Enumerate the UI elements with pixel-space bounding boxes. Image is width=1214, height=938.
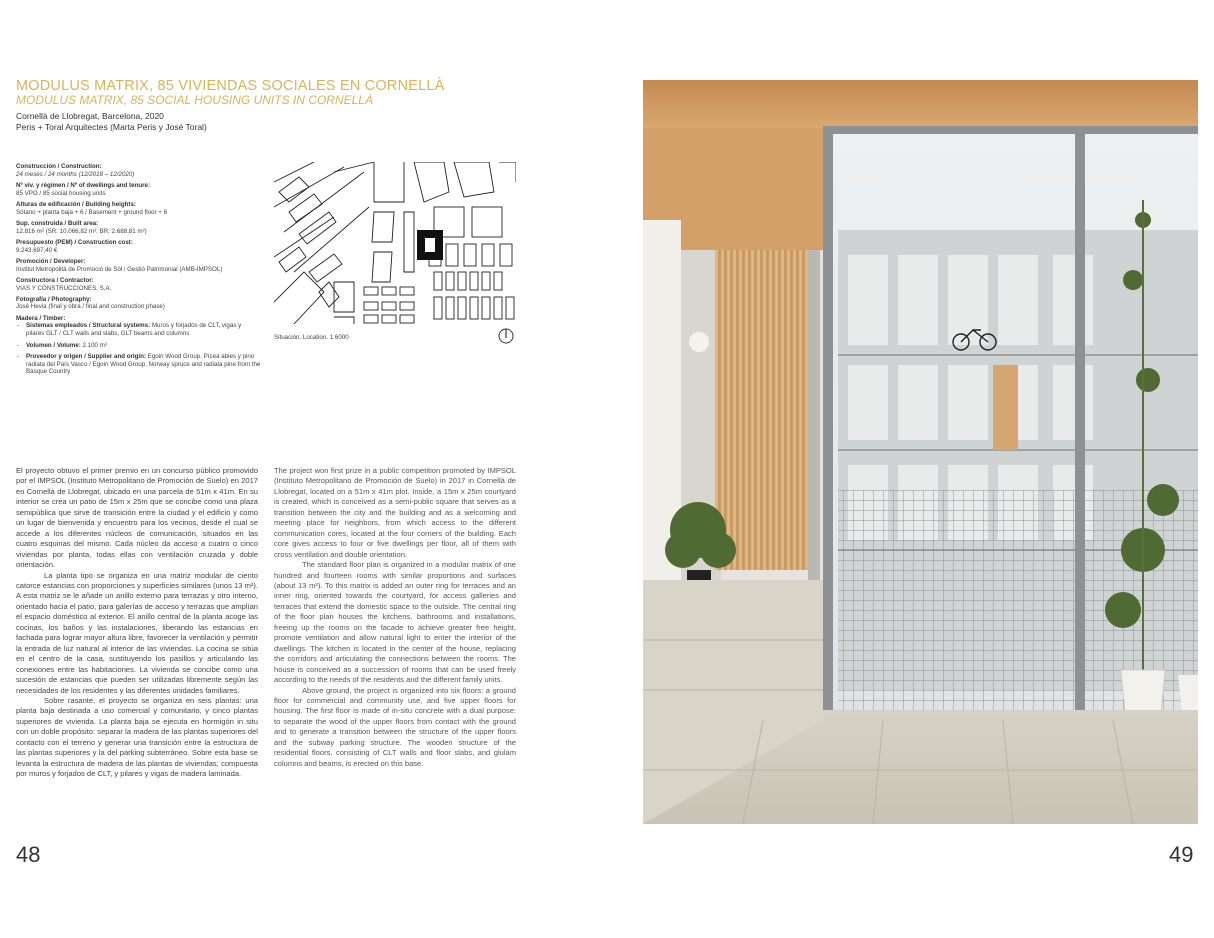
fact-value: 12.816 m² (SR: 10.066,82 m²; BR: 2.688,81 m²) xyxy=(16,227,147,235)
timber-item-label: Proveedor y origen / Supplier and origin: xyxy=(26,353,146,361)
fact-label: Constructora / Contractor: xyxy=(16,276,94,284)
paragraph: El proyecto obtuvo el primer premio en un concurso público promovido por el IMPSOL (Instituto Metropolitano de Promoción de Suelo) en 2017 en Cornellà de Llobregat, ubicado en una parcela de 51m x 41m. En su interior se crea un patio de 15m x 25m que se concibe como una plaza semipública que sirve de transición entre la ciudad y el edificio y como un lugar de bienvenida y encuentro para los vecinos, desde el cual se accede a los diferentes núcleos de comunicación, situados en las cuatro esquinas del mismo. Cada núcleo da acceso a cuatro o cinco viviendas por planta, todas ellas con ventilación cruzada y doble orientación. xyxy=(16,466,258,570)
title-spanish: MODULUS MATRIX, 85 VIVIENDAS SOCIALES EN CORNELLÀ xyxy=(16,78,445,94)
timber-item-value: 2.100 m³ xyxy=(82,341,107,349)
timber-list xyxy=(16,322,261,376)
fact-contractor xyxy=(16,277,261,292)
paragraph: Above ground, the project is organized into six floors: a ground floor for commercial and community use, and five upper floors for housing. The first floor is made of in-situ concrete with a dual purpose: to separate the wood of the upper floors from contact with the ground and to generate a transition between the structure of the upper floors and the subway parking structure. The wooden structure of the residential floors, consisting of CLT walls and floor slabs, and glulam columns and beams, is erected on this base. xyxy=(274,685,516,768)
fact-label: Nº viv. y régimen / Nº of dwellings and tenure: xyxy=(16,181,151,189)
title-english: MODULUS MATRIX, 85 SOCIAL HOUSING UNITS IN CORNELLÀ xyxy=(16,93,373,107)
fact-label: Construcción / Construction: xyxy=(16,163,102,170)
fact-label: Madera / Timber: xyxy=(16,314,66,322)
project-architects: Peris + Toral Arquitectes (Marta Peris y José Toral) xyxy=(16,122,207,132)
paragraph: The project won first prize in a public competition promoted by IMPSOL (Instituto Metropolitano de Promoción de Suelo) in 2017 in Cornellà de Llobregat, located on a 51m x 41m plot. Inside, a 15m x 25m courtyard is created, which is conceived as a semi-public square that serves as a transition between the city and the building and as a welcoming and meeting place for neighbors, from which access to the different communication cores, located at the four corners of the building. Each core gives access to four or five dwellings per floor, all of them with cross ventilation and double orientation. xyxy=(274,466,516,559)
fact-dwellings xyxy=(16,182,261,197)
timber-item-value: Egoin Wood Group. Pícea abies y pino radiata del País Vasco / Egoin Wood Group. Norway spruce and radiata pine from the Basque Country xyxy=(26,353,261,376)
fact-value: 85 VPO / 85 social housing units xyxy=(16,189,106,197)
timber-item xyxy=(26,322,261,337)
timber-item xyxy=(26,353,261,376)
fact-photography xyxy=(16,296,261,311)
project-location: Cornellà de Llobregat, Barcelona, 2020 xyxy=(16,111,164,121)
fact-timber xyxy=(16,315,261,376)
timber-item xyxy=(26,342,261,350)
paragraph: La planta tipo se organiza en una matriz modular de ciento catorce estancias con proporciones y superficies similares (unos 13 m²). A esta matriz se le añade un anillo externo para terrazas y otro interno, orientado hacia el patio, para galerías de acceso y terrazas que amplían el espacio doméstico al exterior. El anillo central de la planta acoge las cocinas, los baños y las instalaciones, liberando las estancias en fachada para lograr mayor altura libre, favorecer la ventilación y permitir la entrada de luz natural al interior de las viviendas. La cocina se sitúa en el centro de la casa, sustituyendo los pasillos y articulando las conexiones entre las habitaciones. La vivienda se concibe como una sucesión de estancias que pueden ser utilizadas libremente según las necesidades de los residentes y las diferentes unidades familiares. xyxy=(16,570,258,695)
map-caption: Situación. Location. 1:6000 xyxy=(274,334,349,341)
page-number-left: 48 xyxy=(16,842,41,867)
fact-label: Fotografía / Photography: xyxy=(16,295,92,303)
timber-item-value: Muros y forjados de CLT, vigas y pilares GLT / CLT walls and slabs, GLT beams and columns xyxy=(26,322,242,338)
fact-value: VIAS Y CONSTRUCCIONES, S.A. xyxy=(16,284,112,292)
fact-label: Presupuesto (PEM) / Construction cost: xyxy=(16,238,133,246)
timber-item-label: Sistemas empleados / Structural systems: xyxy=(26,322,151,330)
paragraph: The standard floor plan is organized in a modular matrix of one hundred and fourteen rooms with similar proportions and surfaces (about 13 m²). To this matrix is added an outer ring for terraces and an inner ring, oriented towards the courtyard, for access galleries and terraces that extend the domestic space to the outside. The central ring of the floor plan houses the kitchens, bathrooms and installations, freeing up the rooms on the facade to achieve greater free height, promote ventilation and allow natural light to enter the interior of the dwellings. The kitchen is located in the center of the house, replacing the corridors and articulating the connections between the rooms. The house is conceived as a succession of rooms that can be used freely according to the needs of the residents and the different family units. xyxy=(274,560,516,685)
fact-developer xyxy=(16,258,261,273)
fact-cost xyxy=(16,239,261,254)
page-number-right: 49 xyxy=(1169,842,1194,867)
site-plan-map xyxy=(274,162,516,324)
fact-built-area xyxy=(16,220,261,235)
body-text-spanish xyxy=(16,466,258,780)
north-arrow-icon xyxy=(498,328,514,344)
body-text-english xyxy=(274,466,516,769)
right-page xyxy=(607,0,1214,938)
paragraph: Sobre rasante, el proyecto se organiza en seis plantas: una planta baja destinada a uso comercial y comunitario, y cinco plantas superiores de vivienda. La planta baja se ejecuta en hormigón in situ con un doble propósito: separar la madera de las plantas superiores del contacto con el terreno y generar una transición entre la estructura de las plantas superiores y la del parking subterráneo. Sobre esta base se levanta la estructura de madera de las plantas de viviendas, compuesta por muros y forjados de CLT, y pilares y vigas de madera laminada. xyxy=(16,695,258,779)
building-courtyard-photo xyxy=(643,80,1198,824)
fact-value: Institut Metropolità de Promoció de Sòl i Gestió Patrimonial (AMB-IMPSOL) xyxy=(16,265,223,273)
fact-value: 24 meses / 24 months (12/2018 – 12/2020) xyxy=(16,170,135,178)
fact-construction xyxy=(16,163,261,178)
project-facts xyxy=(16,163,261,380)
fact-label: Sup. construida / Built area: xyxy=(16,219,99,227)
fact-value: José Hevia (final y obra / final and construction phase) xyxy=(16,303,165,311)
fact-value: 9.243.697,40 € xyxy=(16,246,58,254)
timber-item-label: Volumen / Volume: xyxy=(26,341,81,349)
fact-label: Alturas de edificación / Building heights: xyxy=(16,200,136,208)
fact-value: Sótano + planta baja + 6 / Basement + ground floor + 6 xyxy=(16,208,168,216)
fact-heights xyxy=(16,201,261,216)
fact-label: Promoción / Developer: xyxy=(16,257,86,265)
